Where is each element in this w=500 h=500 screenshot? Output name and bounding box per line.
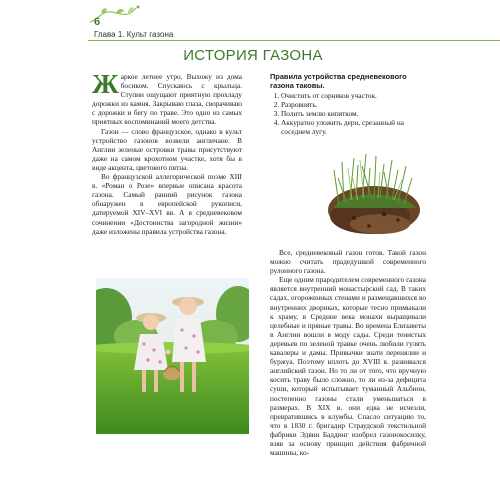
paragraph-1 bbox=[92, 69, 242, 127]
rules-box bbox=[270, 72, 430, 136]
page-number: 6 bbox=[94, 16, 101, 28]
dropcap: Ж bbox=[92, 69, 119, 99]
page-header bbox=[88, 2, 500, 40]
rules-item: 3. Полить землю кипятком. bbox=[281, 109, 430, 118]
paragraph-1-text: аркое летнее утро. Выхожу из дома босиком. Спускаюсь с крыльца. Ступни ощущают приятную прохладу дорожки из камня. Закрываю глаза, сворачиваю с дорожки и бегу по траве. Это одно из самых приятных воспоминаний моего детства. bbox=[92, 72, 242, 127]
paragraph-3: Во французской аллегорической поэме XIII в. «Роман о Розе» впервые описана красота газона. Самый ранний рисунок газона обнаружен в европейской рукописи, датируемой XIV–XVI вв. А в средневековом сочинении «Достоинства загородной жизни» даже изложены правила устройства газона. bbox=[92, 172, 242, 236]
page-title: ИСТОРИЯ ГАЗОНА bbox=[183, 47, 323, 64]
rules-title: Правила устройства средневекового газона таковы. bbox=[270, 72, 407, 90]
right-column bbox=[270, 248, 426, 457]
rules-list bbox=[270, 91, 430, 136]
rules-item: 1. Очистить от сорняков участок. bbox=[281, 91, 430, 100]
children-on-lawn-photo bbox=[96, 278, 249, 434]
chapter-label: Глава 1. Культ газона bbox=[94, 30, 174, 39]
rules-item: 4. Аккуратно уложить дерн, срезанный на соседнем лугу. bbox=[281, 118, 430, 136]
rules-item: 2. Разровнять. bbox=[281, 100, 430, 109]
paragraph-2: Газон — слово французское, однако в культ устройство газонов возвели англичане. В Англии зеленые островки травы присутствуют даже на самом крохотном участке, хотя бы в виде акцента, цветового пятна. bbox=[92, 126, 242, 172]
paragraph-5: Еще одним прародителем современного газона является внутренний монастырский сад. В таких садах, огороженных стенами и размещавшихся во внутренних двориках, которые тесно примыкали к храму, в Средние века монахи выращивали целебные и пряные травы. Во времена Елизаветы в Англии вошли в моду сады. Среди тенистых деревьев по зеленой травке очень любили гулять кавалеры и дамы. Привычки знати перенялии и буржуа. Поэтому вплоть до XVIII в. развивался английский газон. Но то ли от того, что вручную косить траву было сложно, то ли из-за дефицита суши, который испытывает туманный Альбион, постепенно газоны стали уменьшаться в размерах. В XIX в. они едва не исчезли, превратившись в клумбы. Спасло ситуацию то, что в 1830 г. бригадир Страудской текстильной фабрики Эдвин Баддинг изобрел газонокосилку, взяв за основу принцип действия фабричной машины, ко- bbox=[270, 275, 426, 458]
header-rule bbox=[88, 40, 500, 41]
paragraph-4: Все, средневековый газон готов. Такой газон можно считать прадедушкой современного рулонного газона. bbox=[270, 248, 426, 276]
left-column bbox=[92, 69, 242, 236]
turf-photo bbox=[314, 150, 429, 240]
